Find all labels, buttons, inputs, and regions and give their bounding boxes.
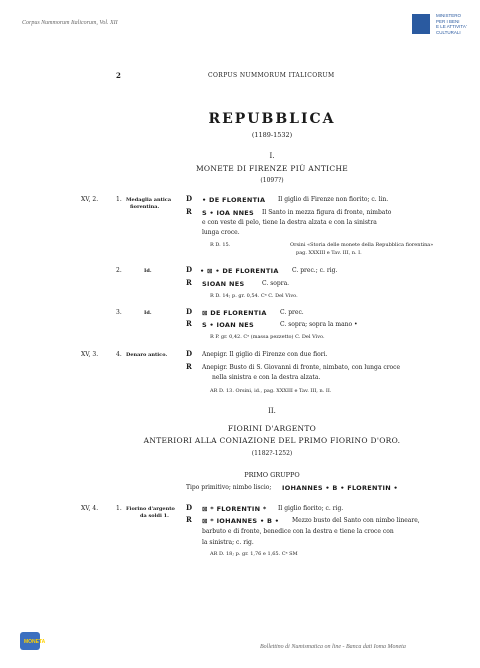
reverse-description: Il Santo in mezza figura di fronte, nimbato	[262, 209, 392, 216]
entry-label: Denaro antico.	[126, 352, 168, 358]
entry-number: 1.	[116, 505, 122, 512]
group-heading: PRIMO GRUPPO	[244, 471, 300, 479]
obverse-mark: D	[186, 307, 193, 316]
entry-number: 4.	[116, 351, 122, 358]
obverse-description: Il giglio fiorito; c. rig.	[278, 505, 344, 512]
entry-label: Id.	[144, 268, 152, 274]
moneta-logo-text: MONETA	[24, 639, 46, 645]
reverse-mark: R	[186, 362, 192, 371]
section-1-heading: MONETE DI FIRENZE PIÙ ANTICHE	[195, 164, 349, 173]
obverse-legend: • ⊠ • DE FLORENTIA	[200, 267, 279, 275]
obverse-mark: D	[186, 503, 193, 512]
reverse-description-2: nella sinistra e con la destra alzata.	[212, 374, 321, 381]
section-2-subheading: ANTERIORI ALLA CONIAZIONE DEL PRIMO FIORINO D'ORO.	[143, 436, 401, 445]
reverse-description-2: e con veste di pelo, tiene la destra alzata e con la sinistra	[202, 219, 377, 226]
ministry-logo-icon	[412, 14, 430, 34]
page-title: REPUBBLICA	[208, 111, 336, 127]
plate-ref: XV, 2.	[81, 196, 99, 203]
entry-meta: R P. gr. 0,42. Cᵃ (massa pezzetto) C. Del Vivo.	[210, 334, 325, 340]
reverse-mark: R	[186, 319, 192, 328]
title-dates: (1189-1532)	[251, 131, 293, 139]
reverse-description-2: barbuto e di fronte, benedice con la destra e tiene la croce con	[202, 528, 394, 535]
section-2-heading: FIORINI D'ARGENTO	[227, 424, 317, 433]
reverse-legend: SIOAN NES	[202, 280, 245, 288]
entry-meta: R D. 15.	[210, 242, 231, 248]
reverse-legend: ⊠ * IOHANNES • B •	[202, 517, 280, 525]
source-header: Corpus Nummorum Italicorum, Vol. XII	[22, 20, 118, 26]
obverse-mark: D	[186, 349, 193, 358]
entry-number: 3.	[116, 309, 122, 316]
entry-number: 2.	[116, 267, 122, 274]
reverse-description-3: lunga croce.	[202, 229, 240, 236]
entry-label-2: fiorentina.	[130, 204, 160, 210]
reverse-description-3: la sinistra; c. rig.	[202, 539, 254, 546]
entry-label: Id.	[144, 310, 152, 316]
plate-ref: XV, 3.	[81, 351, 99, 358]
obverse-legend: ⊠ * FLORENTIN *	[202, 505, 267, 513]
obverse-mark: D	[186, 194, 193, 203]
reverse-description: Mezzo busto del Santo con nimbo lineare,	[292, 517, 420, 524]
running-title: CORPUS NUMMORUM ITALICORUM	[208, 72, 335, 79]
entry-label-2: da soldi 1.	[140, 513, 169, 519]
entry-reference: Orsini «Storia delle monete della Repubblica fiorentina»	[290, 242, 434, 248]
section-1-dates: (1097?)	[260, 177, 284, 184]
section-2-dates: (1182?-1252)	[251, 450, 293, 457]
obverse-description: Anepigr. Il giglio di Firenze con due fiori.	[202, 351, 328, 358]
entry-meta: AR D. 18; p. gr. 1,76 e 1,65. Cᵃ SM	[210, 551, 298, 557]
section-1-numeral: I.	[269, 152, 275, 160]
entry-label: Fiorino d'argento	[126, 506, 175, 512]
plate-ref: XV, 4.	[81, 505, 99, 512]
footer-credit: Bollettino di Numismatica on line - Banca dati Ioma Moneta	[260, 644, 406, 650]
entry-meta: AR D. 13. Orsini, id., pag. XXXIII e Tav. III, n. II.	[210, 388, 332, 394]
reverse-description: C. sopra.	[262, 280, 290, 287]
obverse-mark: D	[186, 265, 193, 274]
entry-number: 1.	[116, 196, 122, 203]
ministry-name: MINISTERO PER I BENI E LE ATTIVITA' CULTURALI	[436, 13, 467, 35]
obverse-description: C. prec.	[280, 309, 304, 316]
obverse-legend: ⊠ DE FLORENTIA	[202, 309, 267, 317]
reverse-description: Anepigr. Busto di S. Giovanni di fronte, nimbato, con lunga croce	[202, 364, 401, 371]
entry-meta: R D. 14; p. gr. 0,54. Cᵃ C. Del Vivo.	[210, 293, 298, 299]
section-2-numeral: II.	[268, 407, 276, 415]
entry-reference-2: pag. XXXIII e Tav. III, n. I.	[296, 250, 362, 256]
reverse-legend: S • IOA NNES	[202, 209, 255, 217]
obverse-description: Il giglio di Firenze non fiorito; c. lin.	[278, 196, 389, 203]
entry-label: Medaglia antica	[126, 197, 172, 203]
reverse-mark: R	[186, 515, 192, 524]
obverse-description: C. prec.; c. rig.	[292, 267, 338, 274]
reverse-mark: R	[186, 207, 192, 216]
page-number: 2	[116, 71, 121, 80]
reverse-description: C. sopra; sopra la mano •	[280, 321, 358, 328]
obverse-legend: • DE FLORENTIA	[202, 196, 266, 204]
type-legend: IOHANNES • B • FLORENTIN •	[282, 484, 399, 492]
type-label: Tipo primitivo; nimbo liscio;	[186, 484, 272, 491]
reverse-mark: R	[186, 278, 192, 287]
reverse-legend: S • IOAN NES	[202, 321, 255, 329]
